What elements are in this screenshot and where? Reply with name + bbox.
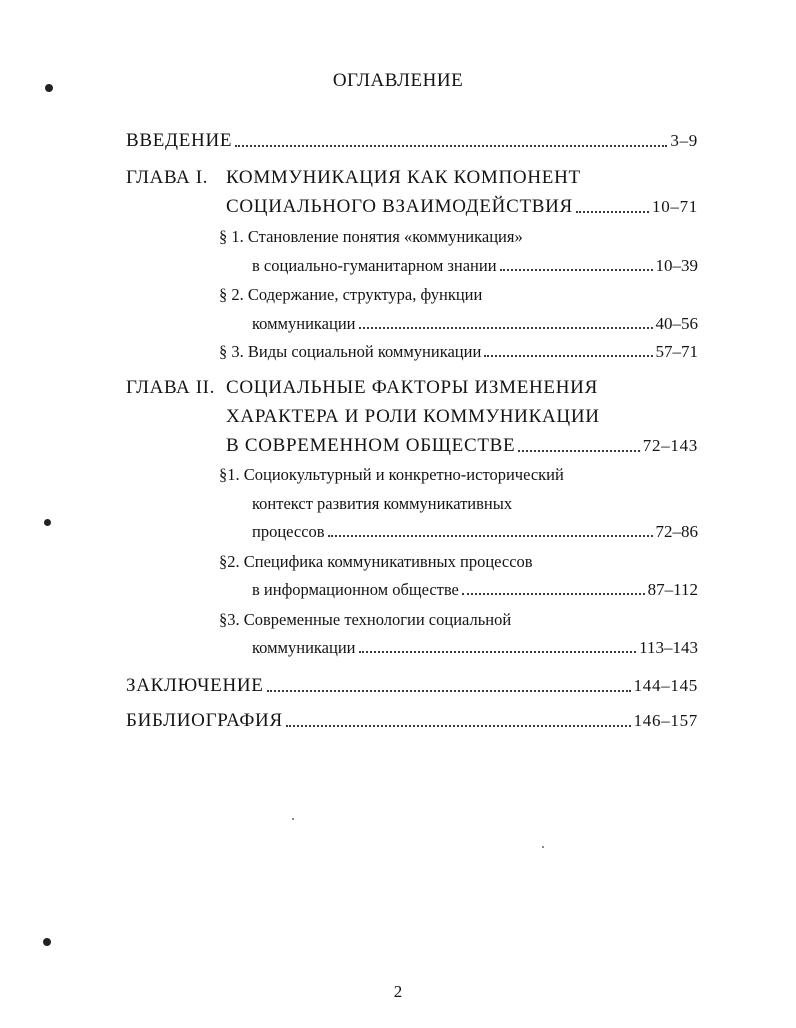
section-1-1-line2: в социально-гуманитарном знании bbox=[252, 256, 497, 275]
toc-entry-label: БИБЛИОГРАФИЯ bbox=[126, 710, 283, 731]
chapter-1-label: ГЛАВА I. bbox=[126, 167, 208, 188]
dot-leader bbox=[359, 314, 653, 329]
toc-entry-pages: 57–71 bbox=[655, 342, 698, 361]
section-1-1-line1: § 1. Становление понятия «коммуникация» bbox=[219, 227, 523, 246]
page-number: 2 bbox=[393, 982, 403, 1001]
toc-entry-chapter-1[interactable] bbox=[226, 196, 698, 218]
dot-leader bbox=[518, 435, 639, 452]
section-2-1-line3: процессов bbox=[252, 522, 325, 541]
toc-entry-pages: 72–86 bbox=[655, 522, 698, 541]
toc-entry-pages: 40–56 bbox=[655, 314, 698, 333]
toc-entry-section-1-2[interactable] bbox=[252, 314, 698, 334]
punch-hole-mark bbox=[43, 938, 51, 946]
toc-entry-pages: 87–112 bbox=[647, 580, 698, 599]
toc-entry-pages: 10–71 bbox=[652, 197, 698, 216]
chapter-1-title-line1: КОММУНИКАЦИЯ КАК КОМПОНЕНТ bbox=[226, 167, 581, 188]
section-2-1-line1: §1. Социокультурный и конкретно-исторический bbox=[219, 465, 564, 484]
section-2-2-line2: в информационном обществе bbox=[252, 580, 459, 599]
scan-speck bbox=[292, 818, 294, 820]
dot-leader bbox=[576, 196, 649, 213]
scan-speck bbox=[542, 846, 544, 848]
toc-entry-section-2-1[interactable] bbox=[252, 522, 698, 542]
dot-leader bbox=[235, 130, 667, 147]
toc-entry-conclusion[interactable] bbox=[126, 675, 698, 697]
toc-entry-section-2-2[interactable] bbox=[252, 580, 698, 600]
toc-entry-label: ЗАКЛЮЧЕНИЕ bbox=[126, 675, 264, 696]
section-1-2-line2: коммуникации bbox=[252, 314, 356, 333]
dot-leader bbox=[359, 638, 637, 653]
section-2-2-line1: §2. Специфика коммуникативных процессов bbox=[219, 552, 533, 571]
dot-leader bbox=[500, 256, 653, 271]
toc-title: ОГЛАВЛЕНИЕ bbox=[332, 70, 464, 91]
dot-leader bbox=[286, 710, 631, 727]
toc-entry-section-1-3[interactable] bbox=[219, 342, 698, 362]
toc-entry-pages: 72–143 bbox=[642, 436, 698, 455]
chapter-2-title-line2: ХАРАКТЕРА И РОЛИ КОММУНИКАЦИИ bbox=[226, 406, 600, 427]
toc-entry-pages: 10–39 bbox=[655, 256, 698, 275]
chapter-2-title-line1: СОЦИАЛЬНЫЕ ФАКТОРЫ ИЗМЕНЕНИЯ bbox=[226, 377, 598, 398]
chapter-2-title-line3: В СОВРЕМЕННОМ ОБЩЕСТВЕ bbox=[226, 435, 516, 456]
toc-entry-label: ВВЕДЕНИЕ bbox=[126, 130, 233, 151]
section-2-3-line2: коммуникации bbox=[252, 638, 356, 657]
dot-leader bbox=[328, 522, 653, 537]
toc-entry-bibliography[interactable] bbox=[126, 710, 698, 732]
section-2-1-line2: контекст развития коммуникативных bbox=[252, 494, 513, 513]
toc-entry-pages: 3–9 bbox=[670, 131, 698, 150]
section-2-3-line1: §3. Современные технологии социальной bbox=[219, 610, 512, 629]
toc-entry-pages: 113–143 bbox=[639, 638, 698, 657]
toc-entry-section-2-3[interactable] bbox=[252, 638, 698, 658]
toc-entry-pages: 144–145 bbox=[633, 676, 698, 695]
chapter-1-title-line2: СОЦИАЛЬНОГО ВЗАИМОДЕЙСТВИЯ bbox=[226, 196, 573, 217]
toc-entry-chapter-2[interactable] bbox=[226, 435, 698, 457]
punch-hole-mark bbox=[44, 519, 51, 526]
dot-leader bbox=[267, 675, 631, 692]
toc-entry-intro[interactable] bbox=[126, 130, 698, 152]
section-1-2-line1: § 2. Содержание, структура, функции bbox=[219, 285, 483, 304]
dot-leader bbox=[484, 342, 652, 357]
chapter-2-label: ГЛАВА II. bbox=[126, 377, 215, 398]
section-1-3-line1: § 3. Виды социальной коммуникации bbox=[219, 342, 482, 361]
dot-leader bbox=[462, 580, 645, 595]
toc-entry-pages: 146–157 bbox=[633, 711, 698, 730]
toc-entry-section-1-1[interactable] bbox=[252, 256, 698, 276]
